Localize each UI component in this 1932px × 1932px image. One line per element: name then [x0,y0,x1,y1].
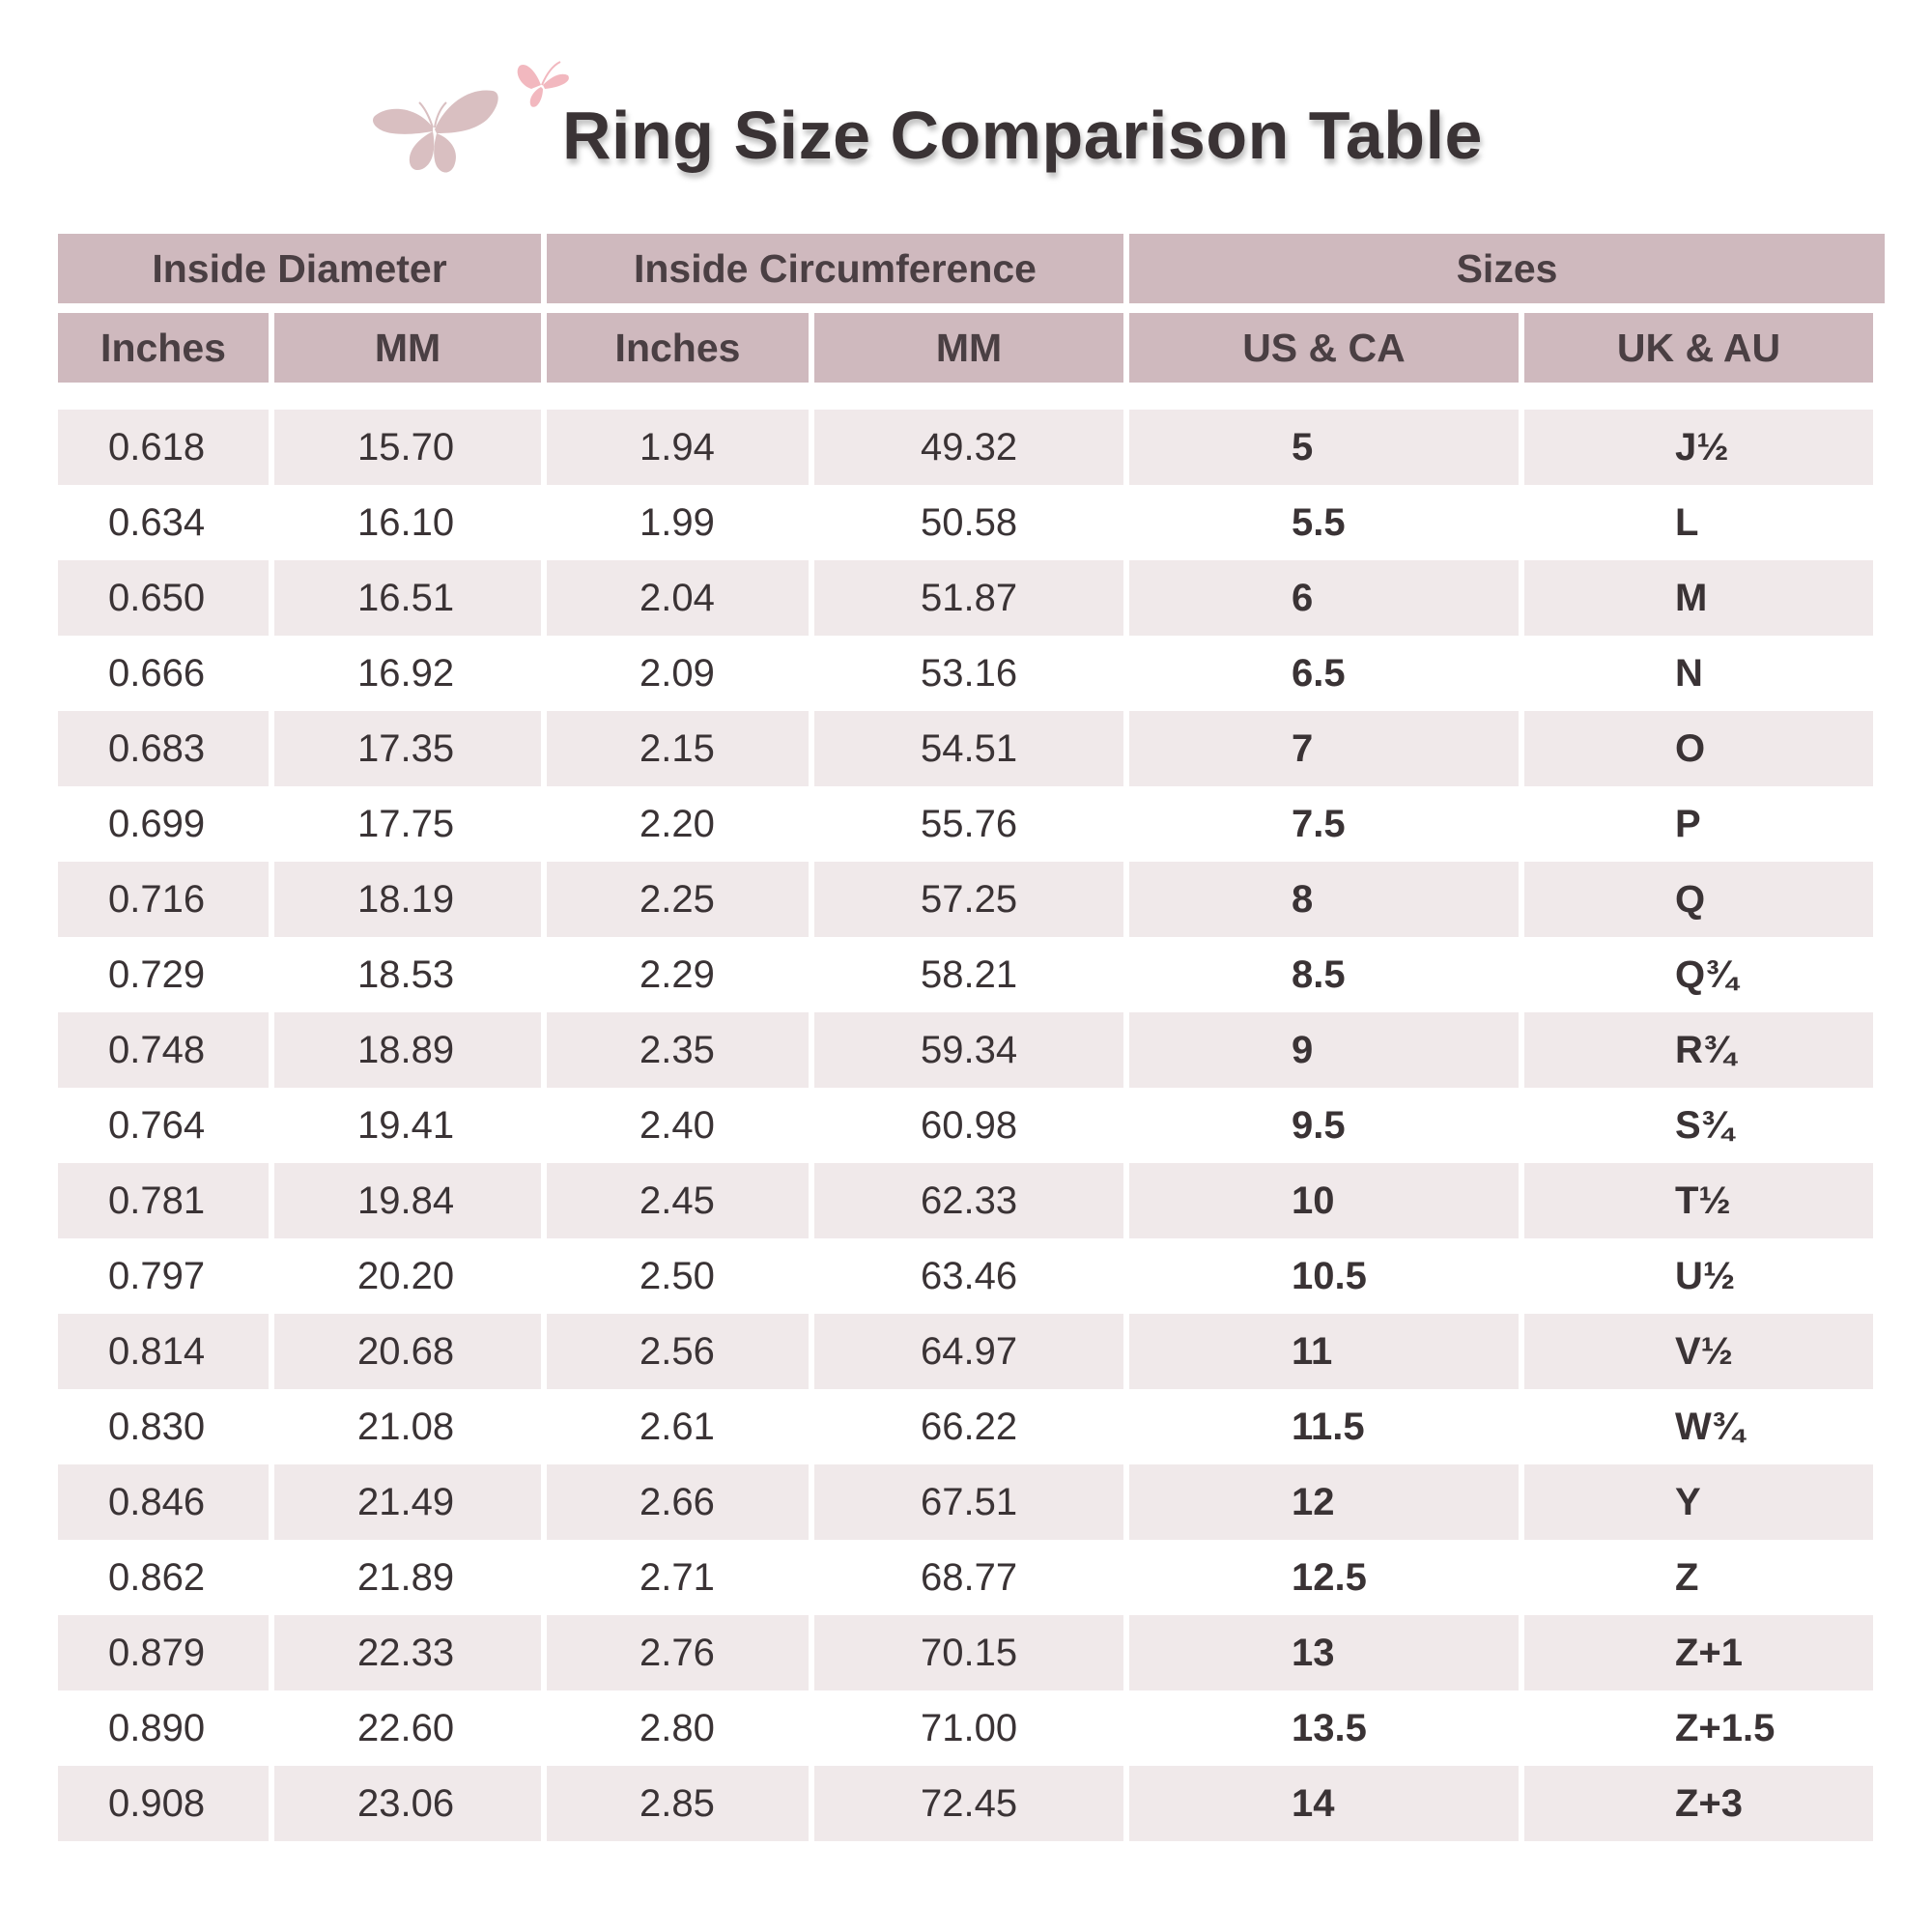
diameter-inches-cell: 0.862 [108,1555,206,1599]
diameter-inches-cell: 0.830 [108,1405,206,1448]
header-sizes: Sizes [1129,234,1885,303]
circumference-mm-cell: 72.45 [814,1766,1123,1841]
circumference-mm-cell: 68.77 [921,1555,1018,1599]
circumference-inches-cell: 2.04 [547,560,809,636]
diameter-mm-cell: 16.51 [274,560,541,636]
us-ca-size-cell: 7.5 [1292,802,1346,845]
header-uk-au: UK & AU [1524,313,1873,383]
uk-au-size-cell: W¾ [1675,1405,1745,1448]
us-ca-size-cell: 14 [1129,1766,1519,1841]
circumference-mm-cell: 58.21 [921,952,1018,996]
uk-au-size-cell: J½ [1524,410,1873,485]
diameter-mm-cell: 16.92 [357,651,455,695]
diameter-inches-cell: 0.781 [58,1163,269,1238]
uk-au-size-cell: Z+3 [1524,1766,1873,1841]
uk-au-size-cell: Q¾ [1675,952,1738,996]
table-row [58,1766,1890,1841]
uk-au-size-cell: T½ [1524,1163,1873,1238]
diameter-inches-cell: 0.729 [108,952,206,996]
circumference-inches-cell: 2.50 [639,1254,715,1297]
uk-au-size-cell: Z+1 [1524,1615,1873,1690]
uk-au-size-cell: Y [1524,1464,1873,1540]
circumference-mm-cell: 64.97 [814,1314,1123,1389]
table-row [58,786,1890,862]
circumference-mm-cell: 55.76 [921,802,1018,845]
us-ca-size-cell: 7 [1129,711,1519,786]
diameter-mm-cell: 15.70 [274,410,541,485]
uk-au-size-cell: Q [1524,862,1873,937]
circumference-inches-cell: 2.09 [639,651,715,695]
header-circumference-mm: MM [814,313,1123,383]
uk-au-size-cell: V½ [1524,1314,1873,1389]
table-row [58,485,1890,560]
diameter-mm-cell: 21.89 [357,1555,455,1599]
circumference-inches-cell: 2.76 [547,1615,809,1690]
butterfly-icon [367,77,502,184]
circumference-mm-cell: 66.22 [921,1405,1018,1448]
diameter-inches-cell: 0.764 [108,1103,206,1147]
diameter-mm-cell: 20.68 [274,1314,541,1389]
table-body [58,410,1890,1841]
diameter-inches-cell: 0.814 [58,1314,269,1389]
circumference-inches-cell: 1.99 [639,500,715,544]
circumference-inches-cell: 1.94 [547,410,809,485]
diameter-inches-cell: 0.699 [108,802,206,845]
diameter-mm-cell: 16.10 [357,500,455,544]
circumference-inches-cell: 2.80 [639,1706,715,1749]
circumference-mm-cell: 70.15 [814,1615,1123,1690]
us-ca-size-cell: 5 [1129,410,1519,485]
circumference-mm-cell: 57.25 [814,862,1123,937]
us-ca-size-cell: 11 [1129,1314,1519,1389]
circumference-mm-cell: 60.98 [921,1103,1018,1147]
diameter-inches-cell: 0.846 [58,1464,269,1540]
diameter-mm-cell: 23.06 [274,1766,541,1841]
circumference-inches-cell: 2.61 [639,1405,715,1448]
us-ca-size-cell: 12 [1129,1464,1519,1540]
uk-au-size-cell: M [1524,560,1873,636]
header-group-row [58,234,1890,303]
table-row [58,1088,1890,1163]
diameter-inches-cell: 0.650 [58,560,269,636]
table-row [58,410,1890,485]
us-ca-size-cell: 10 [1129,1163,1519,1238]
us-ca-size-cell: 9 [1129,1012,1519,1088]
diameter-mm-cell: 20.20 [357,1254,455,1297]
circumference-inches-cell: 2.66 [547,1464,809,1540]
diameter-inches-cell: 0.666 [108,651,206,695]
table-row [58,560,1890,636]
uk-au-size-cell: N [1675,651,1703,695]
circumference-inches-cell: 2.56 [547,1314,809,1389]
circumference-inches-cell: 2.35 [547,1012,809,1088]
circumference-mm-cell: 53.16 [921,651,1018,695]
header-circumference-inches: Inches [547,313,809,383]
title-area [0,68,1932,213]
diameter-mm-cell: 17.35 [274,711,541,786]
circumference-inches-cell: 2.40 [639,1103,715,1147]
circumference-mm-cell: 51.87 [814,560,1123,636]
table-row [58,937,1890,1012]
uk-au-size-cell: S¾ [1675,1103,1734,1147]
diameter-inches-cell: 0.908 [58,1766,269,1841]
uk-au-size-cell: U½ [1675,1254,1736,1297]
circumference-mm-cell: 62.33 [814,1163,1123,1238]
circumference-mm-cell: 49.32 [814,410,1123,485]
diameter-inches-cell: 0.748 [58,1012,269,1088]
header-inside-diameter: Inside Diameter [58,234,541,303]
circumference-inches-cell: 2.20 [639,802,715,845]
circumference-inches-cell: 2.45 [547,1163,809,1238]
circumference-mm-cell: 54.51 [814,711,1123,786]
us-ca-size-cell: 13.5 [1292,1706,1367,1749]
diameter-mm-cell: 17.75 [357,802,455,845]
diameter-mm-cell: 19.41 [357,1103,455,1147]
table-row [58,1314,1890,1389]
uk-au-size-cell: R¾ [1524,1012,1873,1088]
table-row [58,1690,1890,1766]
diameter-inches-cell: 0.797 [108,1254,206,1297]
diameter-inches-cell: 0.890 [108,1706,206,1749]
table-row [58,711,1890,786]
circumference-inches-cell: 2.25 [547,862,809,937]
circumference-inches-cell: 2.71 [639,1555,715,1599]
diameter-inches-cell: 0.634 [108,500,206,544]
us-ca-size-cell: 8.5 [1292,952,1346,996]
table-row [58,1012,1890,1088]
diameter-mm-cell: 22.33 [274,1615,541,1690]
diameter-mm-cell: 21.49 [274,1464,541,1540]
us-ca-size-cell: 13 [1129,1615,1519,1690]
table-row [58,862,1890,937]
diameter-mm-cell: 22.60 [357,1706,455,1749]
ring-size-table [58,234,1890,1841]
uk-au-size-cell: Z+1.5 [1675,1706,1776,1749]
circumference-inches-cell: 2.29 [639,952,715,996]
table-row [58,1238,1890,1314]
diameter-mm-cell: 18.53 [357,952,455,996]
diameter-inches-cell: 0.618 [58,410,269,485]
us-ca-size-cell: 9.5 [1292,1103,1346,1147]
diameter-mm-cell: 21.08 [357,1405,455,1448]
circumference-mm-cell: 59.34 [814,1012,1123,1088]
us-ca-size-cell: 5.5 [1292,500,1346,544]
table-row [58,1389,1890,1464]
circumference-inches-cell: 2.85 [547,1766,809,1841]
table-row [58,1464,1890,1540]
uk-au-size-cell: P [1675,802,1701,845]
diameter-mm-cell: 18.89 [274,1012,541,1088]
us-ca-size-cell: 10.5 [1292,1254,1367,1297]
table-row [58,1615,1890,1690]
circumference-inches-cell: 2.15 [547,711,809,786]
diameter-mm-cell: 18.19 [274,862,541,937]
us-ca-size-cell: 6.5 [1292,651,1346,695]
table-row [58,636,1890,711]
circumference-mm-cell: 71.00 [921,1706,1018,1749]
table-row [58,1540,1890,1615]
circumference-mm-cell: 50.58 [921,500,1018,544]
header-column-row [58,313,1890,383]
diameter-inches-cell: 0.879 [58,1615,269,1690]
header-diameter-mm: MM [274,313,541,383]
us-ca-size-cell: 6 [1129,560,1519,636]
circumference-mm-cell: 67.51 [814,1464,1123,1540]
header-inside-circumference: Inside Circumference [547,234,1123,303]
us-ca-size-cell: 11.5 [1292,1405,1365,1448]
diameter-inches-cell: 0.716 [58,862,269,937]
uk-au-size-cell: Z [1675,1555,1699,1599]
circumference-mm-cell: 63.46 [921,1254,1018,1297]
table-row [58,1163,1890,1238]
uk-au-size-cell: L [1675,500,1699,544]
us-ca-size-cell: 8 [1129,862,1519,937]
diameter-mm-cell: 19.84 [274,1163,541,1238]
diameter-inches-cell: 0.683 [58,711,269,786]
uk-au-size-cell: O [1524,711,1873,786]
page-title: Ring Size Comparison Table [562,98,1483,173]
header-us-ca: US & CA [1129,313,1519,383]
us-ca-size-cell: 12.5 [1292,1555,1367,1599]
header-diameter-inches: Inches [58,313,269,383]
